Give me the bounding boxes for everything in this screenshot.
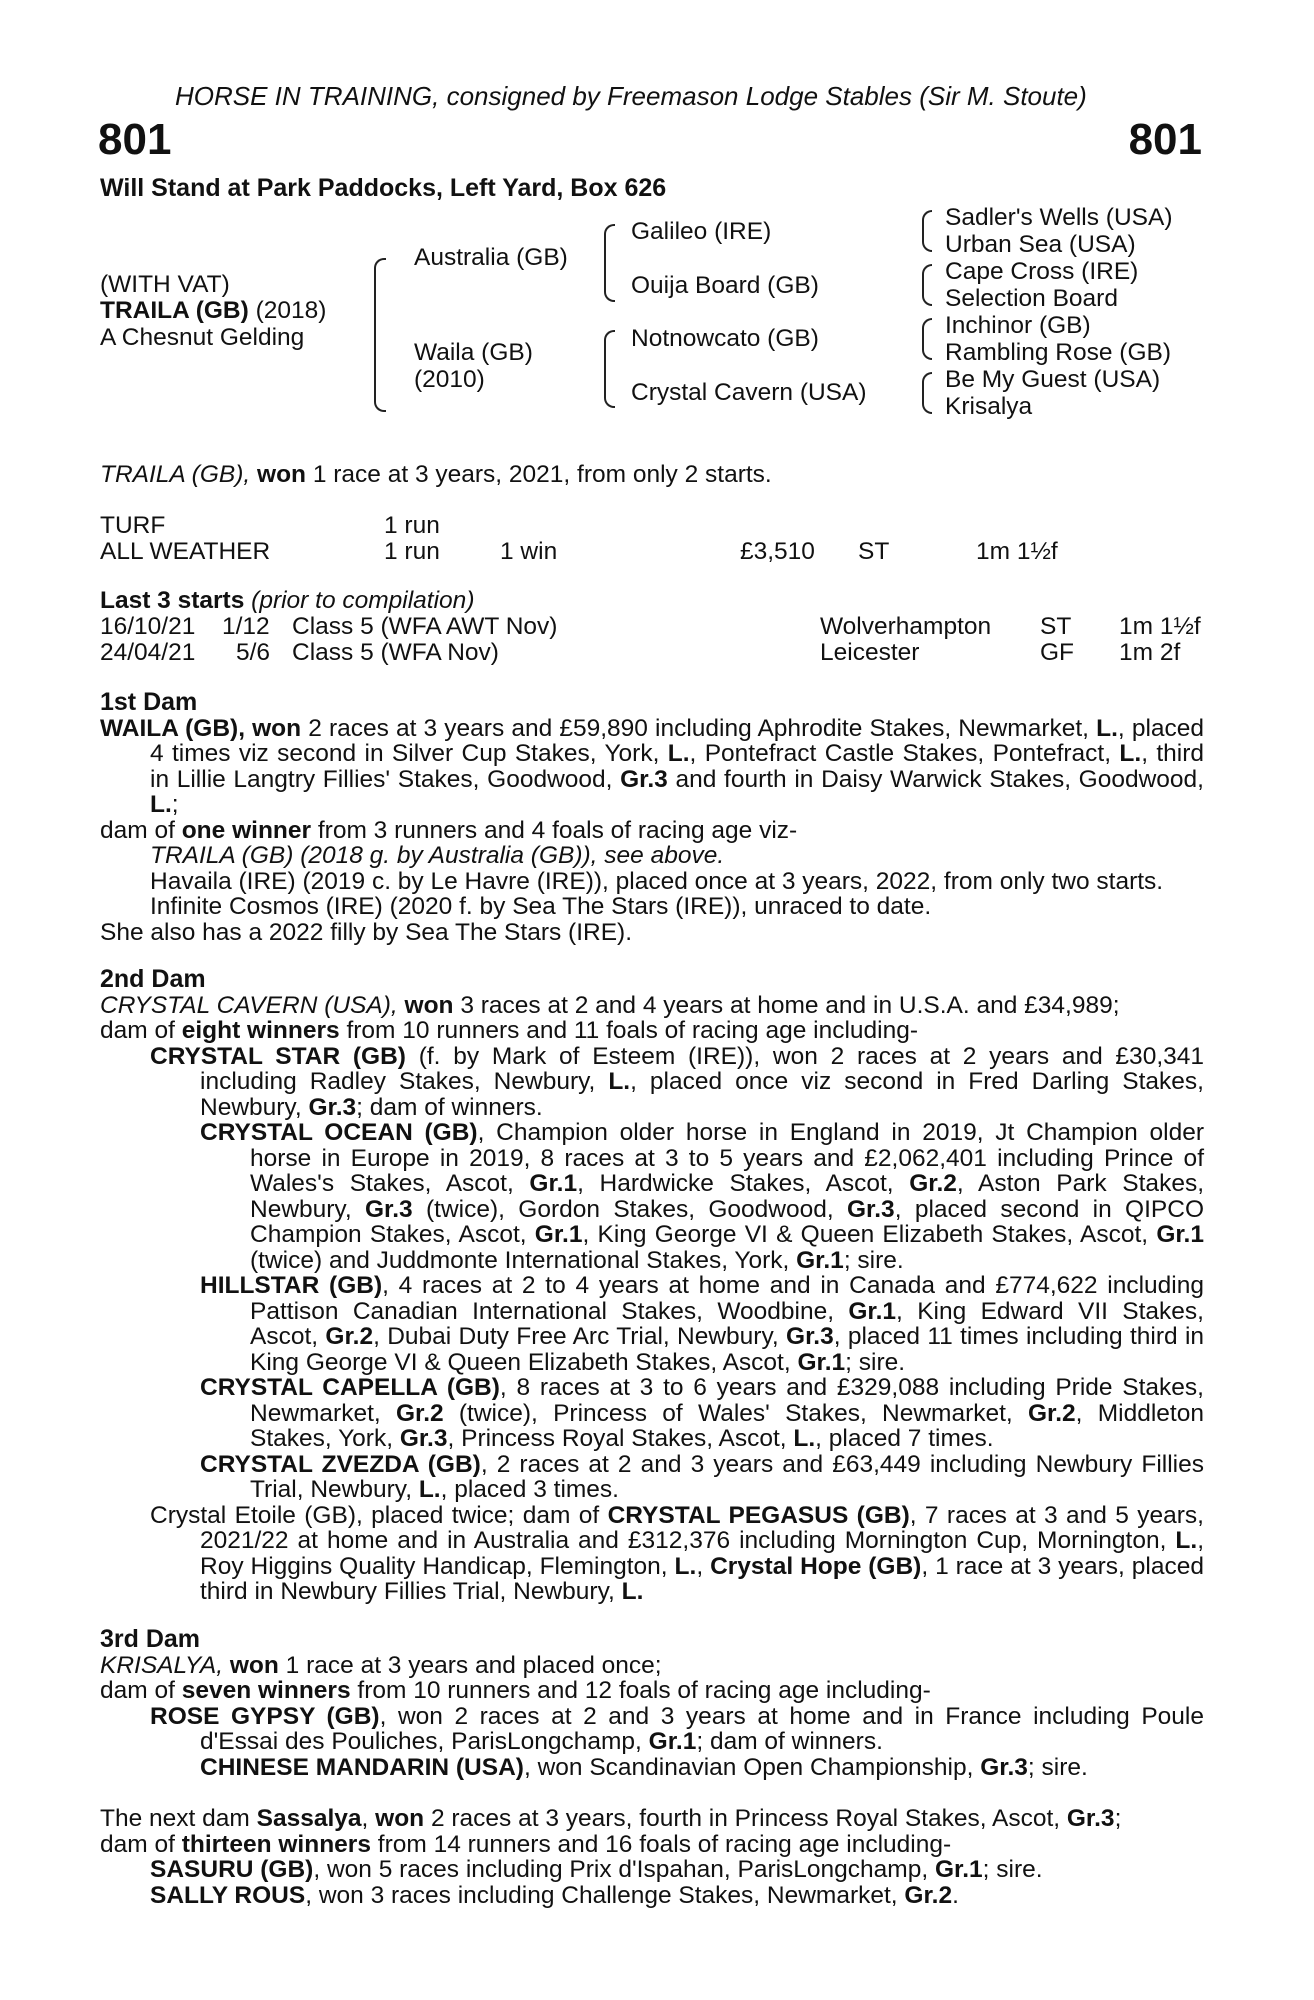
produce-item-chinese-mandarin: CHINESE MANDARIN (USA), won Scandinavian Open Championship, Gr.3; sire. xyxy=(200,1753,1088,1781)
record-surface: ALL WEATHER xyxy=(100,538,271,565)
first-dam-produce: dam of one winner from 3 runners and 4 foals of racing age viz- xyxy=(100,816,798,844)
first-dam-note: She also has a 2022 filly by Sea The Stars (IRE). xyxy=(100,918,633,946)
start-going: GF xyxy=(1040,639,1075,666)
ggparent-3: Cape Cross (IRE) xyxy=(945,258,1139,285)
produce-item-crystal-zvezda: CRYSTAL ZVEZDA (GB), 2 races at 2 and 3 years and £63,449 including Newbury Fillies Trial, Newbury, L., placed 3 times. xyxy=(200,1450,1205,1503)
record-surface: TURF xyxy=(100,512,166,539)
brace-g2 xyxy=(922,264,932,306)
produce-item-crystal-capella: CRYSTAL CAPELLA (GB), 8 races at 3 to 6 years and £329,088 including Pride Stakes, Newmarket, Gr.2 (twice), Princess of Wales' Stakes, Newmarket, Gr.2, Middleton Stakes, York, Gr.3, Princess Royal Stakes, Ascot, L., placed 7 times. xyxy=(200,1374,1204,1452)
ggparent-4: Selection Board xyxy=(945,285,1118,312)
next-dam-produce: dam of thirteen winners from 14 runners and 16 foals of racing age including- xyxy=(100,1830,952,1858)
start-date: 16/10/21 xyxy=(100,613,196,640)
second-dam-record: CRYSTAL CAVERN (USA), won 3 races at 2 and 4 years at home and in U.S.A. and £34,989; xyxy=(100,991,1120,1019)
start-race: Class 5 (WFA AWT Nov) xyxy=(292,613,558,640)
third-dam-section xyxy=(100,1627,1204,1780)
record-runs: 1 run xyxy=(384,512,440,539)
start-course: Wolverhampton xyxy=(820,613,992,640)
horse-description: A Chesnut Gelding xyxy=(100,324,305,351)
start-distance: 1m 1½f xyxy=(1119,613,1201,640)
ggparent-5: Inchinor (GB) xyxy=(945,312,1091,339)
record-distance: 1m 1½f xyxy=(976,538,1058,565)
brace-g1 xyxy=(922,210,932,252)
race-summary: TRAILA (GB), won 1 race at 3 years, 2021, from only 2 starts. xyxy=(100,461,772,488)
ggparent-8: Krisalya xyxy=(945,393,1033,420)
horse-year: (2018) xyxy=(255,297,327,324)
horse-name: TRAILA (GB) xyxy=(100,297,249,324)
produce-item: TRAILA (GB) (2018 g. by Australia (GB)), see above. xyxy=(150,842,725,869)
stand-location: Will Stand at Park Paddocks, Left Yard, Box 626 xyxy=(100,174,667,202)
produce-item-crystal-star: CRYSTAL STAR (GB) (f. by Mark of Esteem (IRE)), won 2 races at 2 years and £30,341 including Radley Stakes, Newbury, L., placed once viz second in Fred Darling Stakes, Newbury, Gr.3; dam of winners. xyxy=(150,1042,1204,1121)
dam: Waila (GB) xyxy=(414,339,533,366)
next-dam-section xyxy=(100,1806,1204,1908)
brace-g3 xyxy=(922,318,932,360)
start-position: 1/12 xyxy=(222,613,270,640)
record-prize: £3,510 xyxy=(740,538,815,565)
produce-item: Infinite Cosmos (IRE) (2020 f. by Sea The Stars (IRE)), unraced to date. xyxy=(150,893,932,920)
brace-g4 xyxy=(922,372,932,414)
dam-sire: Notnowcato (GB) xyxy=(631,325,819,352)
last-starts-heading: Last 3 starts (prior to compilation) xyxy=(100,587,475,614)
lot-number-right: 801 xyxy=(1128,115,1202,164)
lot-number-left: 801 xyxy=(98,115,172,164)
consignment-line: HORSE IN TRAINING, consigned by Freemason Lodge Stables (Sir M. Stoute) xyxy=(175,81,1087,111)
horse-name-line xyxy=(100,298,326,324)
ggparent-7: Be My Guest (USA) xyxy=(945,366,1161,393)
ggparent-6: Rambling Rose (GB) xyxy=(945,339,1172,366)
record-wins: 1 win xyxy=(500,538,558,565)
first-dam-section xyxy=(100,690,1204,945)
start-distance: 1m 2f xyxy=(1119,639,1181,666)
produce-item: Havaila (IRE) (2019 c. by Le Havre (IRE)), placed once at 3 years, 2022, from only two starts. xyxy=(150,867,1164,895)
first-dam-record: WAILA (GB), won 2 races at 3 years and £59,890 including Aphrodite Stakes, Newmarket, L., placed 4 times viz second in Silver Cup Stakes, York, L., Pontefract Castle Stakes, Pontefract, L., third in Lillie Langtry Fillies' Stakes, Goodwood, Gr.3 and fourth in Daisy Warwick Stakes, Goodwood, L.; xyxy=(100,714,1205,818)
produce-item-sasuru: SASURU (GB), won 5 races including Prix d'Ispahan, ParisLongchamp, Gr.1; sire. xyxy=(150,1856,1043,1883)
start-race: Class 5 (WFA Nov) xyxy=(292,639,499,666)
dam-dam: Crystal Cavern (USA) xyxy=(631,379,867,406)
sire: Australia (GB) xyxy=(414,244,568,271)
produce-item-sally-rous: SALLY ROUS, won 3 races including Challenge Stakes, Newmarket, Gr.2. xyxy=(150,1881,959,1909)
second-dam-heading: 2nd Dam xyxy=(100,965,206,993)
record-runs: 1 run xyxy=(384,538,440,565)
start-going: ST xyxy=(1040,613,1072,640)
ggparent-1: Sadler's Wells (USA) xyxy=(945,204,1173,231)
start-course: Leicester xyxy=(820,639,920,666)
dam-year: (2010) xyxy=(414,366,485,393)
produce-item-hillstar: HILLSTAR (GB), 4 races at 2 to 4 years at home and in Canada and £774,622 including Pattison Canadian International Stakes, Woodbine, Gr.1, King Edward VII Stakes, Ascot, Gr.2, Dubai Duty Free Arc Trial, Newbury, Gr.3, placed 11 times including third in King George VI & Queen Elizabeth Stakes, Ascot, Gr.1; sire. xyxy=(200,1272,1205,1376)
brace-sire xyxy=(604,224,615,302)
second-dam-produce: dam of eight winners from 10 runners and 11 foals of racing age including- xyxy=(100,1017,918,1044)
ggparent-2: Urban Sea (USA) xyxy=(945,231,1136,258)
produce-item-crystal-ocean: CRYSTAL OCEAN (GB), Champion older horse in England in 2019, Jt Champion older horse in Europe in 2019, 8 races at 3 to 5 years and £2,062,401 including Prince of Wales's Stakes, Ascot, Gr.1, Hardwicke Stakes, Ascot, Gr.2, Aston Park Stakes, Newbury, Gr.3 (twice), Gordon Stakes, Goodwood, Gr.3, placed second in QIPCO Champion Stakes, Ascot, Gr.1, King George VI & Queen Elizabeth Stakes, Ascot, Gr.1 (twice) and Juddmonte International Stakes, York, Gr.1; sire. xyxy=(200,1119,1205,1274)
produce-item-crystal-etoile: Crystal Etoile (GB), placed twice; dam of CRYSTAL PEGASUS (GB), 7 races at 3 and 5 years, 2021/22 at home and in Australia and £312,376 including Mornington Cup, Mornington, L., Roy Higgins Quality Handicap, Flemington, L., Crystal Hope (GB), 1 race at 3 years, placed third in Newbury Fillies Trial, Newbury, L. xyxy=(150,1501,1204,1605)
start-date: 24/04/21 xyxy=(100,639,196,666)
third-dam-produce: dam of seven winners from 10 runners and 12 foals of racing age including- xyxy=(100,1677,931,1704)
record-going: ST xyxy=(858,538,890,565)
produce-item-rose-gypsy: ROSE GYPSY (GB), won 2 races at 2 and 3 years at home and in France including Poule d'Essai des Pouliches, ParisLongchamp, Gr.1; dam of winners. xyxy=(150,1702,1204,1755)
first-dam-heading: 1st Dam xyxy=(100,688,198,716)
next-dam-record: The next dam Sassalya, won 2 races at 3 years, fourth in Princess Royal Stakes, Ascot, Gr.3; xyxy=(100,1805,1122,1832)
vat-label: (WITH VAT) xyxy=(100,271,230,298)
brace-gen1 xyxy=(374,258,386,412)
brace-dam xyxy=(604,330,615,408)
second-dam-section xyxy=(100,967,1204,1605)
third-dam-record: KRISALYA, won 1 race at 3 years and placed once; xyxy=(100,1651,662,1679)
start-position: 5/6 xyxy=(236,639,271,666)
sire-sire: Galileo (IRE) xyxy=(631,218,772,245)
sire-dam: Ouija Board (GB) xyxy=(631,272,819,299)
third-dam-heading: 3rd Dam xyxy=(100,1625,201,1653)
